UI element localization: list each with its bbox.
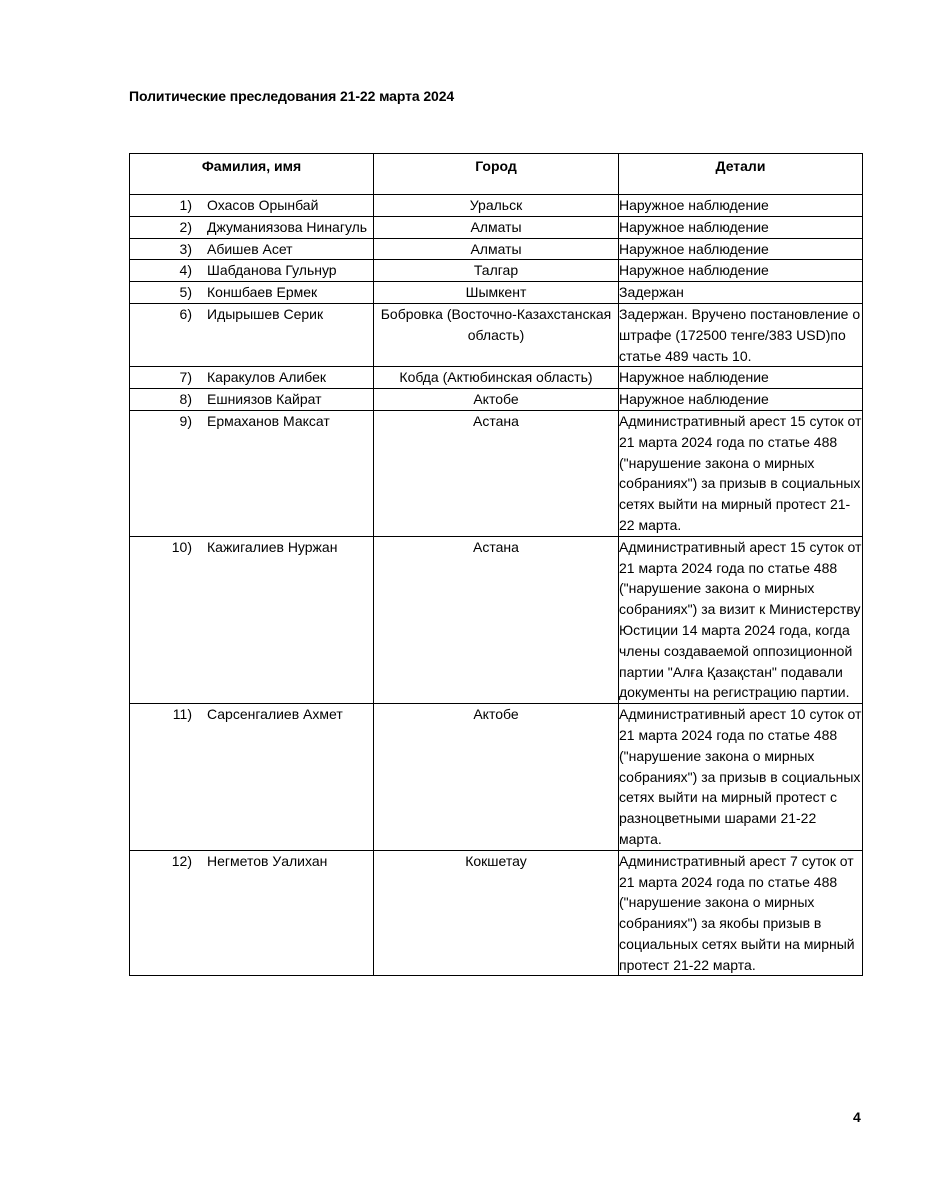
table-row — [130, 282, 863, 304]
table-row — [130, 303, 863, 366]
name-cell-content — [130, 195, 373, 216]
details-cell: Наружное наблюдение — [619, 367, 863, 389]
details-cell: Наружное наблюдение — [619, 216, 863, 238]
row-number: 3) — [179, 240, 192, 257]
row-number: 2) — [179, 218, 192, 235]
city-cell: Бобровка (Восточно-Казахстанская область) — [374, 303, 619, 366]
row-number: 7) — [179, 369, 192, 386]
table-row — [130, 238, 863, 260]
name-cell-content — [130, 389, 373, 410]
city-cell: Астана — [374, 410, 619, 536]
person-name: Негметов Уалихан — [207, 852, 328, 869]
details-cell: Задержан. Вручено постановление о штрафе (172500 тенге/383 USD)по статье 489 часть 10. — [619, 303, 863, 366]
row-number: 12) — [171, 852, 192, 869]
name-cell — [130, 389, 374, 411]
table-row — [130, 260, 863, 282]
city-cell: Кобда (Актюбинская область) — [374, 367, 619, 389]
row-number: 6) — [179, 305, 192, 322]
person-name: Идырышев Серик — [207, 305, 324, 322]
person-name: Кажигалиев Нуржан — [207, 538, 338, 555]
person-name: Джуманиязова Нинагуль — [207, 218, 368, 235]
person-name: Абишев Асет — [207, 240, 293, 257]
page-title: Политические преследования 21-22 марта 2024 — [129, 88, 455, 104]
table-row — [130, 536, 863, 703]
person-name: Шабданова Гульнур — [207, 262, 337, 279]
details-cell: Наружное наблюдение — [619, 195, 863, 217]
name-cell — [130, 260, 374, 282]
table-row — [130, 850, 863, 976]
details-cell: Наружное наблюдение — [619, 238, 863, 260]
details-cell: Административный арест 15 суток от 21 марта 2024 года по статье 488 ("нарушение закона о мирных собраниях") за призыв в социальных сетях выйти на мирный протест 21-22 марта. — [619, 410, 863, 536]
name-cell — [130, 367, 374, 389]
name-cell — [130, 410, 374, 536]
table-row — [130, 195, 863, 217]
table-row — [130, 410, 863, 536]
name-cell-content — [130, 537, 373, 558]
name-cell — [130, 536, 374, 703]
row-number: 11) — [172, 706, 192, 723]
city-cell: Актобе — [374, 389, 619, 411]
header-details: Детали — [619, 154, 863, 195]
name-cell-content — [130, 411, 373, 432]
name-cell-content — [130, 704, 373, 725]
name-cell — [130, 704, 374, 851]
name-cell — [130, 216, 374, 238]
details-cell: Административный арест 15 суток от 21 марта 2024 года по статье 488 ("нарушение закона о мирных собраниях") за визит к Министерству Юстиции 14 марта 2024 года, когда члены создаваемой оппозиционной партии "Алға Қазақстан" подавали документы на регистрацию партии. — [619, 536, 863, 703]
name-cell — [130, 303, 374, 366]
name-cell-content — [130, 282, 373, 303]
table-row — [130, 216, 863, 238]
person-name: Коншбаев Ермек — [207, 284, 318, 301]
name-cell — [130, 850, 374, 976]
name-cell-content — [130, 367, 373, 388]
name-cell-content — [130, 851, 373, 872]
table-header — [130, 154, 863, 195]
name-cell-content — [130, 260, 373, 281]
city-cell: Уральск — [374, 195, 619, 217]
table-row — [130, 367, 863, 389]
city-cell: Талгар — [374, 260, 619, 282]
city-cell: Алматы — [374, 216, 619, 238]
row-number: 8) — [179, 391, 192, 408]
name-cell — [130, 195, 374, 217]
person-name: Ешниязов Кайрат — [207, 391, 322, 408]
person-name: Охасов Орынбай — [207, 197, 319, 213]
details-cell: Наружное наблюдение — [619, 260, 863, 282]
row-number: 10) — [171, 538, 192, 555]
table-row — [130, 389, 863, 411]
city-cell: Астана — [374, 536, 619, 703]
person-name: Ермаханов Максат — [207, 412, 330, 429]
row-number: 9) — [179, 412, 192, 429]
row-number: 4) — [179, 262, 192, 279]
header-row — [130, 154, 863, 195]
details-cell: Административный арест 10 суток от 21 марта 2024 года по статье 488 ("нарушение закона о мирных собраниях") за призыв в социальных сетях выйти на мирный протест с разноцветными шарами 21-22 марта. — [619, 704, 863, 851]
table-row — [130, 704, 863, 851]
details-cell: Наружное наблюдение — [619, 389, 863, 411]
table-body — [130, 195, 863, 976]
city-cell: Шымкент — [374, 282, 619, 304]
page-number: 4 — [853, 1109, 861, 1125]
name-cell-content — [130, 217, 373, 238]
city-cell: Актобе — [374, 704, 619, 851]
row-number: 1) — [179, 197, 192, 213]
city-cell: Алматы — [374, 238, 619, 260]
person-name: Сарсенгалиев Ахмет — [207, 706, 343, 723]
details-cell: Задержан — [619, 282, 863, 304]
person-name: Каракулов Алибек — [207, 369, 327, 386]
name-cell — [130, 282, 374, 304]
row-number: 5) — [179, 284, 192, 301]
name-cell-content — [130, 304, 373, 325]
city-cell: Кокшетау — [374, 850, 619, 976]
persecutions-table — [129, 153, 863, 976]
header-city: Город — [374, 154, 619, 195]
header-name: Фамилия, имя — [130, 154, 374, 195]
name-cell — [130, 238, 374, 260]
details-cell: Административный арест 7 суток от 21 марта 2024 года по статье 488 ("нарушение закона о мирных собраниях") за якобы призыв в социальных сетях выйти на мирный протест 21-22 марта. — [619, 850, 863, 976]
name-cell-content — [130, 239, 373, 260]
